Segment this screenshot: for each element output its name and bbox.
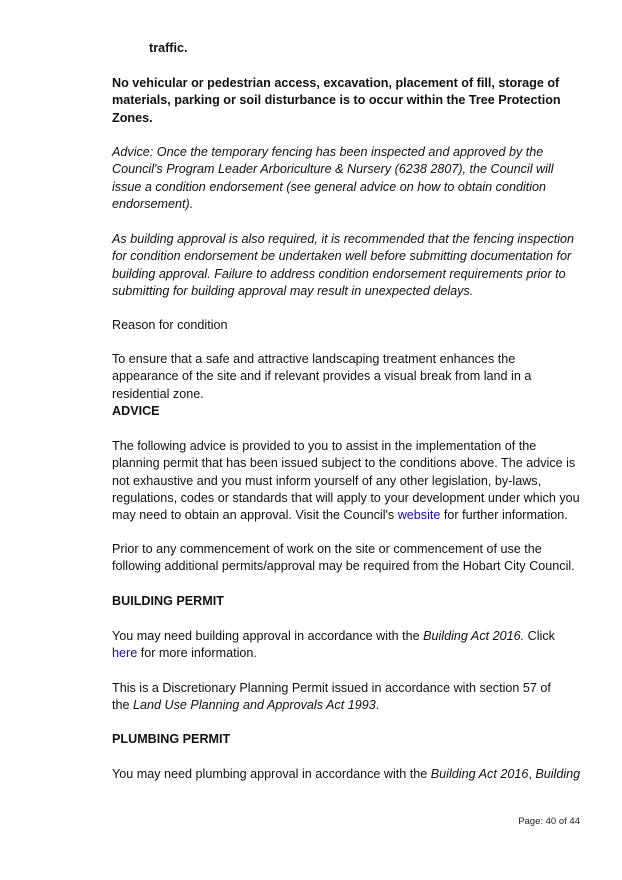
plumbing-permit-heading: PLUMBING PERMIT: [112, 732, 231, 746]
plumbing-text: You may need plumbing approval in accordance with the: [112, 767, 431, 781]
discretionary-act-name: Land Use Planning and Approvals Act 1993: [133, 698, 376, 713]
advice-intro-text: The following advice is provided to you to assist in the implementation of the planning permit that has been issued subject to the conditions above. The advice is not exhaustive and you must inform yourself of any other legislation, by-laws, regulations, codes or standards that will apply to your development under which you may need to obtain an approval. Visit the Council's: [112, 439, 580, 523]
reason-label: Reason for condition: [112, 318, 228, 332]
advice-heading: ADVICE: [112, 404, 160, 418]
prior-to-paragraph: Prior to any commencement of work on the site or commencement of use the following additional permits/approval may be required from the Hobart City Council.: [112, 542, 575, 574]
advice-fencing-paragraph: Advice: Once the temporary fencing has been inspected and approved by the Council's Program Leader Arboriculture & Nursery (6238 2807), the Council will issue a condition endorsement (see general advice on how to obtain condition endorsement).: [112, 145, 554, 211]
plumbing-permit-paragraph: [112, 766, 582, 783]
discretionary-tail: .: [375, 698, 380, 713]
plumbing-act-name-2: Building: [535, 767, 581, 781]
building-text: You may need building approval in accordance with the: [112, 629, 424, 643]
advice-building-approval-paragraph: As building approval is also required, it is recommended that the fencing inspection for condition endorsement be undertaken well before submitting documentation for building approval. Failure to address condition endorsement requirements prior to submitting for building approval may result in unexpected delays.: [112, 232, 575, 298]
building-act-name: Building Act 2016.: [423, 629, 525, 643]
website-link[interactable]: website: [397, 508, 441, 523]
advice-intro-tail: for further information.: [440, 508, 568, 523]
discretionary-paragraph: [112, 680, 552, 715]
here-link[interactable]: here: [112, 646, 138, 661]
plumbing-comma: ,: [528, 767, 536, 781]
building-permit-heading: BUILDING PERMIT: [112, 594, 224, 608]
discretionary-text: This is a Discretionary Planning Permit issued in accordance with section 57 of the: [112, 681, 551, 713]
advice-intro-paragraph: [112, 438, 582, 524]
continuation-text: traffic.: [149, 41, 188, 55]
page-number: Page: 40 of 44: [518, 816, 580, 827]
building-permit-paragraph: [112, 628, 582, 663]
building-click-text: Click: [524, 629, 555, 643]
no-access-paragraph: No vehicular or pedestrian access, excavation, placement of fill, storage of materials, parking or soil disturbance is to occur within the Tree Protection Zones.: [112, 76, 561, 125]
plumbing-act-name: Building Act 2016: [430, 767, 529, 781]
reason-text: To ensure that a safe and attractive landscaping treatment enhances the appearance of the site and if relevant provides a visual break from land in a residential zone.: [112, 352, 532, 401]
building-tail: for more information.: [137, 646, 257, 661]
